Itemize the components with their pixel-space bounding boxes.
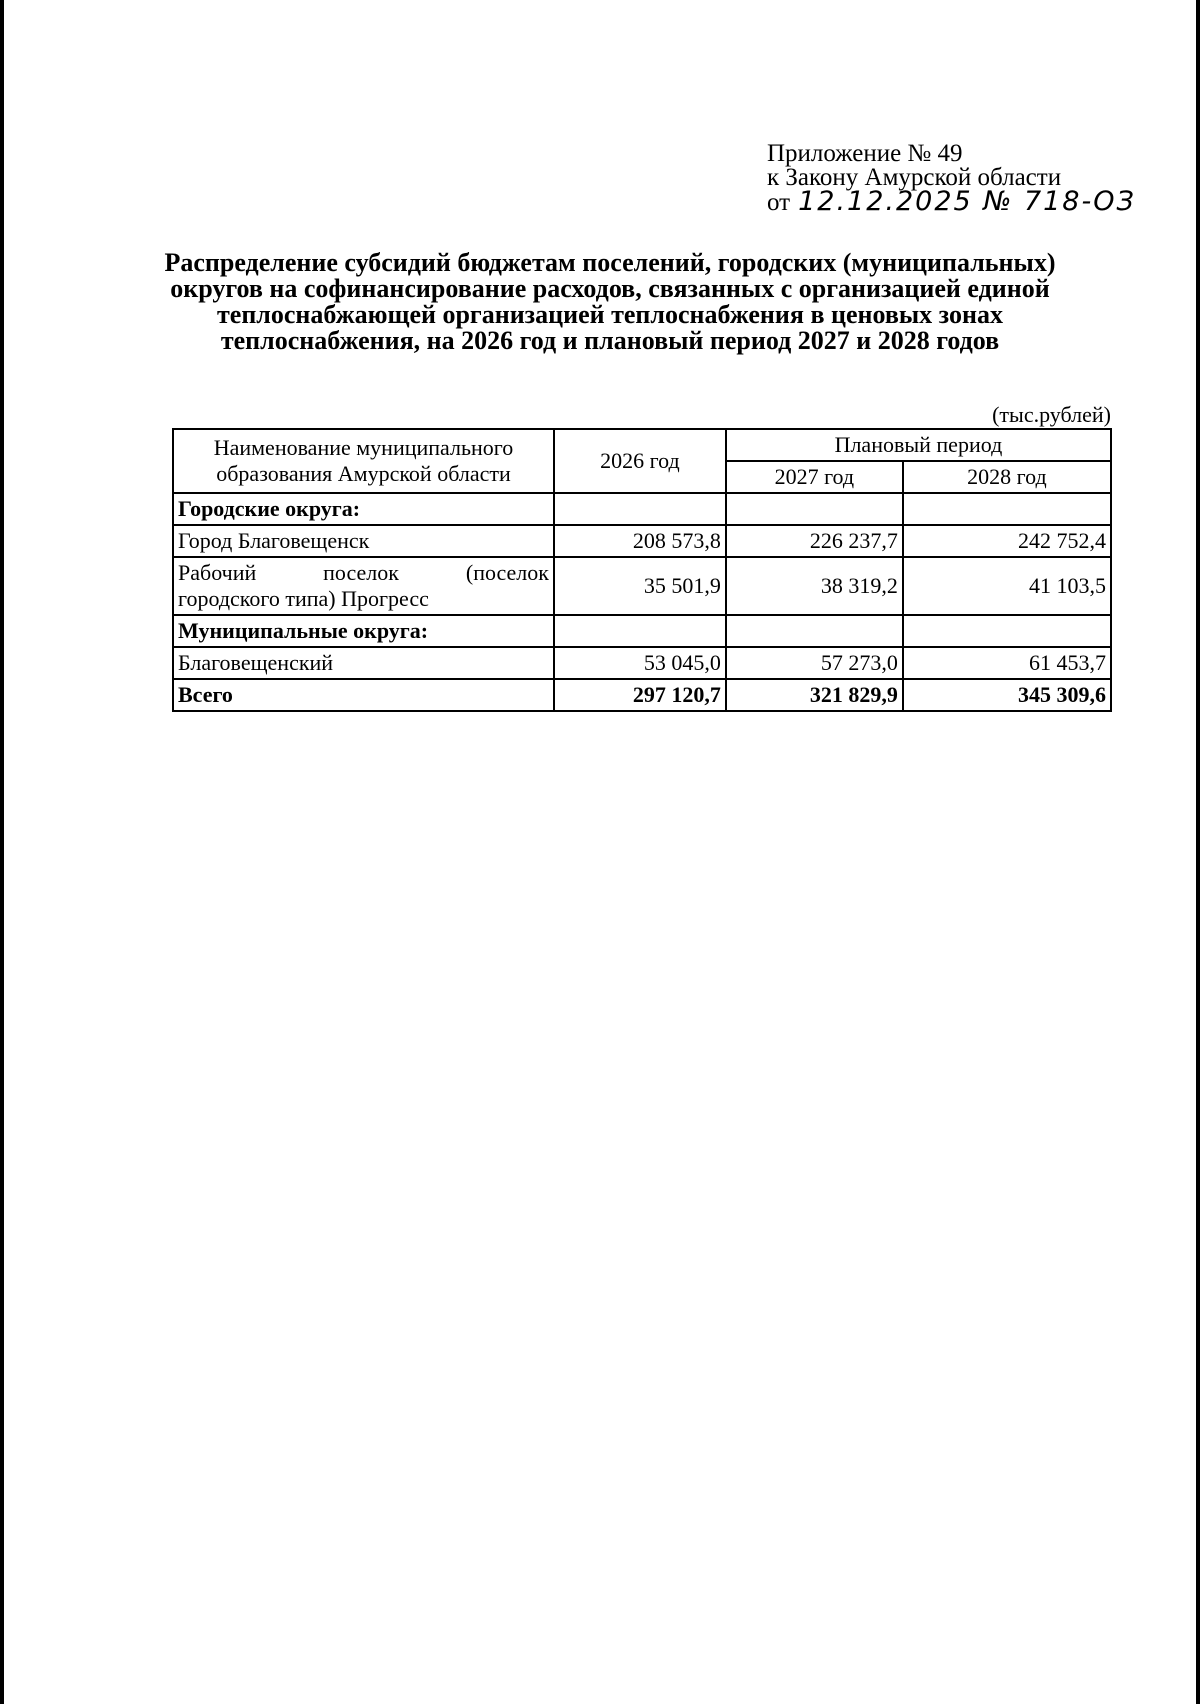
row-value-2027: 38 319,2 bbox=[726, 557, 903, 615]
table-row bbox=[173, 525, 1111, 557]
header-planned-period: Плановый период bbox=[726, 429, 1111, 461]
row-value-2027: 57 273,0 bbox=[726, 647, 903, 679]
header-2027: 2027 год bbox=[726, 461, 903, 493]
row-value-2026: 53 045,0 bbox=[554, 647, 726, 679]
row-name: Городские округа: bbox=[173, 493, 554, 525]
row-value-2028 bbox=[903, 615, 1111, 647]
row-name: Благовещенский bbox=[173, 647, 554, 679]
row-name-line-2: городского типа) Прогресс bbox=[178, 586, 429, 611]
row-name bbox=[173, 557, 554, 615]
scan-edge-right bbox=[1196, 0, 1200, 1704]
row-value-2027 bbox=[726, 615, 903, 647]
document-title: Распределение субсидий бюджетам поселений, городских (муниципальных) округов на софинансирование расходов, связанных с организацией единой теплоснабжающей организацией теплоснабжения в ценовых зонах теплоснабжения, на 2026 год и плановый период 2027 и 2028 годов bbox=[164, 248, 1056, 355]
header-row-1 bbox=[173, 429, 1111, 461]
appendix-line-1: Приложение № 49 bbox=[767, 140, 963, 167]
row-value-2028: 242 752,4 bbox=[903, 525, 1111, 557]
table-row bbox=[173, 557, 1111, 615]
row-value-2027 bbox=[726, 493, 903, 525]
units-label: (тыс.рублей) bbox=[992, 402, 1111, 427]
total-value-2026: 297 120,7 bbox=[554, 679, 726, 711]
total-row bbox=[173, 679, 1111, 711]
row-value-2026 bbox=[554, 615, 726, 647]
row-name: Муниципальные округа: bbox=[173, 615, 554, 647]
total-value-2028: 345 309,6 bbox=[903, 679, 1111, 711]
appendix-line-3 bbox=[767, 186, 1136, 217]
appendix-line-2: к Закону Амурской области bbox=[767, 164, 1062, 191]
row-value-2026: 35 501,9 bbox=[554, 557, 726, 615]
table-row bbox=[173, 647, 1111, 679]
row-value-2027: 226 237,7 bbox=[726, 525, 903, 557]
header-municipality: Наименование муниципального образования Амурской области bbox=[173, 429, 554, 493]
row-value-2028 bbox=[903, 493, 1111, 525]
total-value-2027: 321 829,9 bbox=[726, 679, 903, 711]
table-row bbox=[173, 615, 1111, 647]
subsidies-table bbox=[172, 428, 1112, 712]
total-label: Всего bbox=[173, 679, 554, 711]
appendix-block bbox=[767, 142, 1136, 215]
scan-edge-left bbox=[0, 0, 4, 1704]
header-2026: 2026 год bbox=[554, 429, 726, 493]
row-value-2026 bbox=[554, 493, 726, 525]
header-2028: 2028 год bbox=[903, 461, 1111, 493]
row-value-2028: 61 453,7 bbox=[903, 647, 1111, 679]
handwritten-date-number: 12.12.2025 № 718-ОЗ bbox=[798, 186, 1136, 217]
table-row bbox=[173, 493, 1111, 525]
row-name-line-1: Рабочий поселок (поселок bbox=[178, 560, 549, 585]
appendix-date-prefix: от bbox=[767, 189, 791, 216]
row-value-2026: 208 573,8 bbox=[554, 525, 726, 557]
row-name: Город Благовещенск bbox=[173, 525, 554, 557]
row-value-2028: 41 103,5 bbox=[903, 557, 1111, 615]
